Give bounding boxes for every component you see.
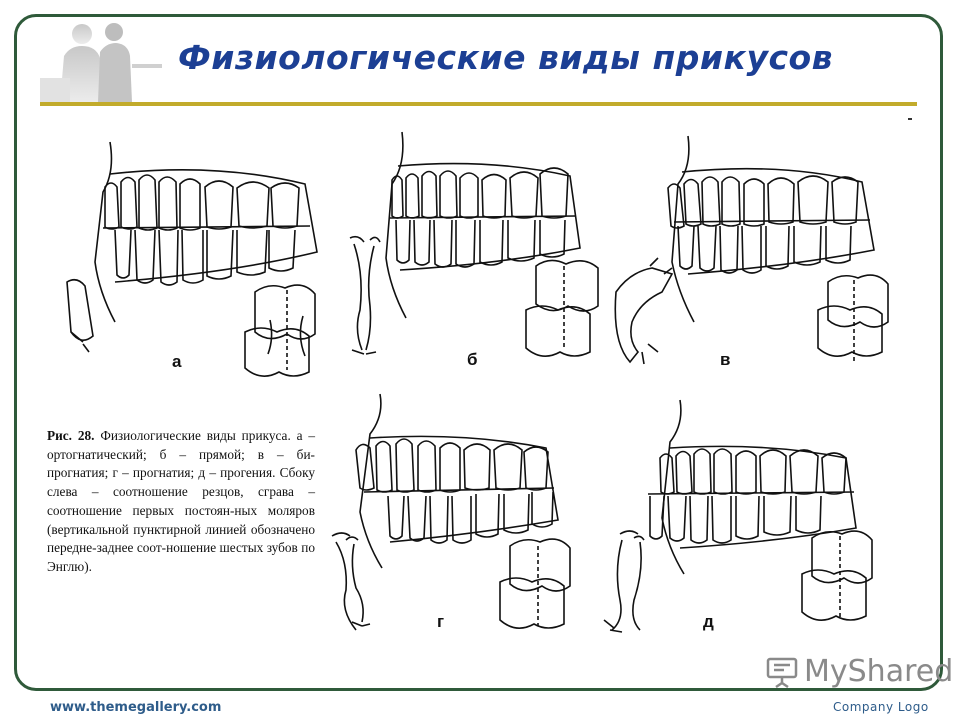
panel-label-d: д (703, 612, 714, 631)
title-underline (40, 102, 917, 106)
footer-url[interactable]: www.themegallery.com (50, 700, 222, 715)
panel-label-b: б (467, 350, 478, 369)
figure-caption-text: Физиологические виды прикуса. а – ортогнатический; б – прямой; в – би-прогнатия; г – прогнатия; д – прогения. Сбоку слева – соотношение резцов, сграва – соотношение первых постоян-ных моляров (вертикальной пунктирной линией обозначено передне-заднее соот-ношение шестых зубов по Энглю). (47, 428, 315, 574)
bite-diagram-a (55, 132, 330, 380)
panel-label-g: г (437, 612, 445, 631)
panel-label-a: а (172, 352, 182, 371)
business-people-logo (40, 20, 165, 102)
bite-diagram-g (326, 392, 591, 642)
bite-diagram-d (596, 398, 906, 643)
watermark-text: MyShared (804, 654, 954, 689)
watermark (766, 654, 953, 689)
slide-title: Физиологические виды прикусов (178, 38, 834, 77)
decorative-dash (908, 118, 912, 120)
panel-label-v: в (720, 350, 731, 369)
bite-diagram-b (340, 128, 615, 380)
figure-label: Рис. 28. (47, 428, 95, 443)
figure-caption (47, 427, 315, 577)
presentation-board-icon (766, 655, 800, 689)
bite-diagram-v (612, 132, 902, 380)
footer-company-logo: Company Logo (833, 700, 929, 714)
